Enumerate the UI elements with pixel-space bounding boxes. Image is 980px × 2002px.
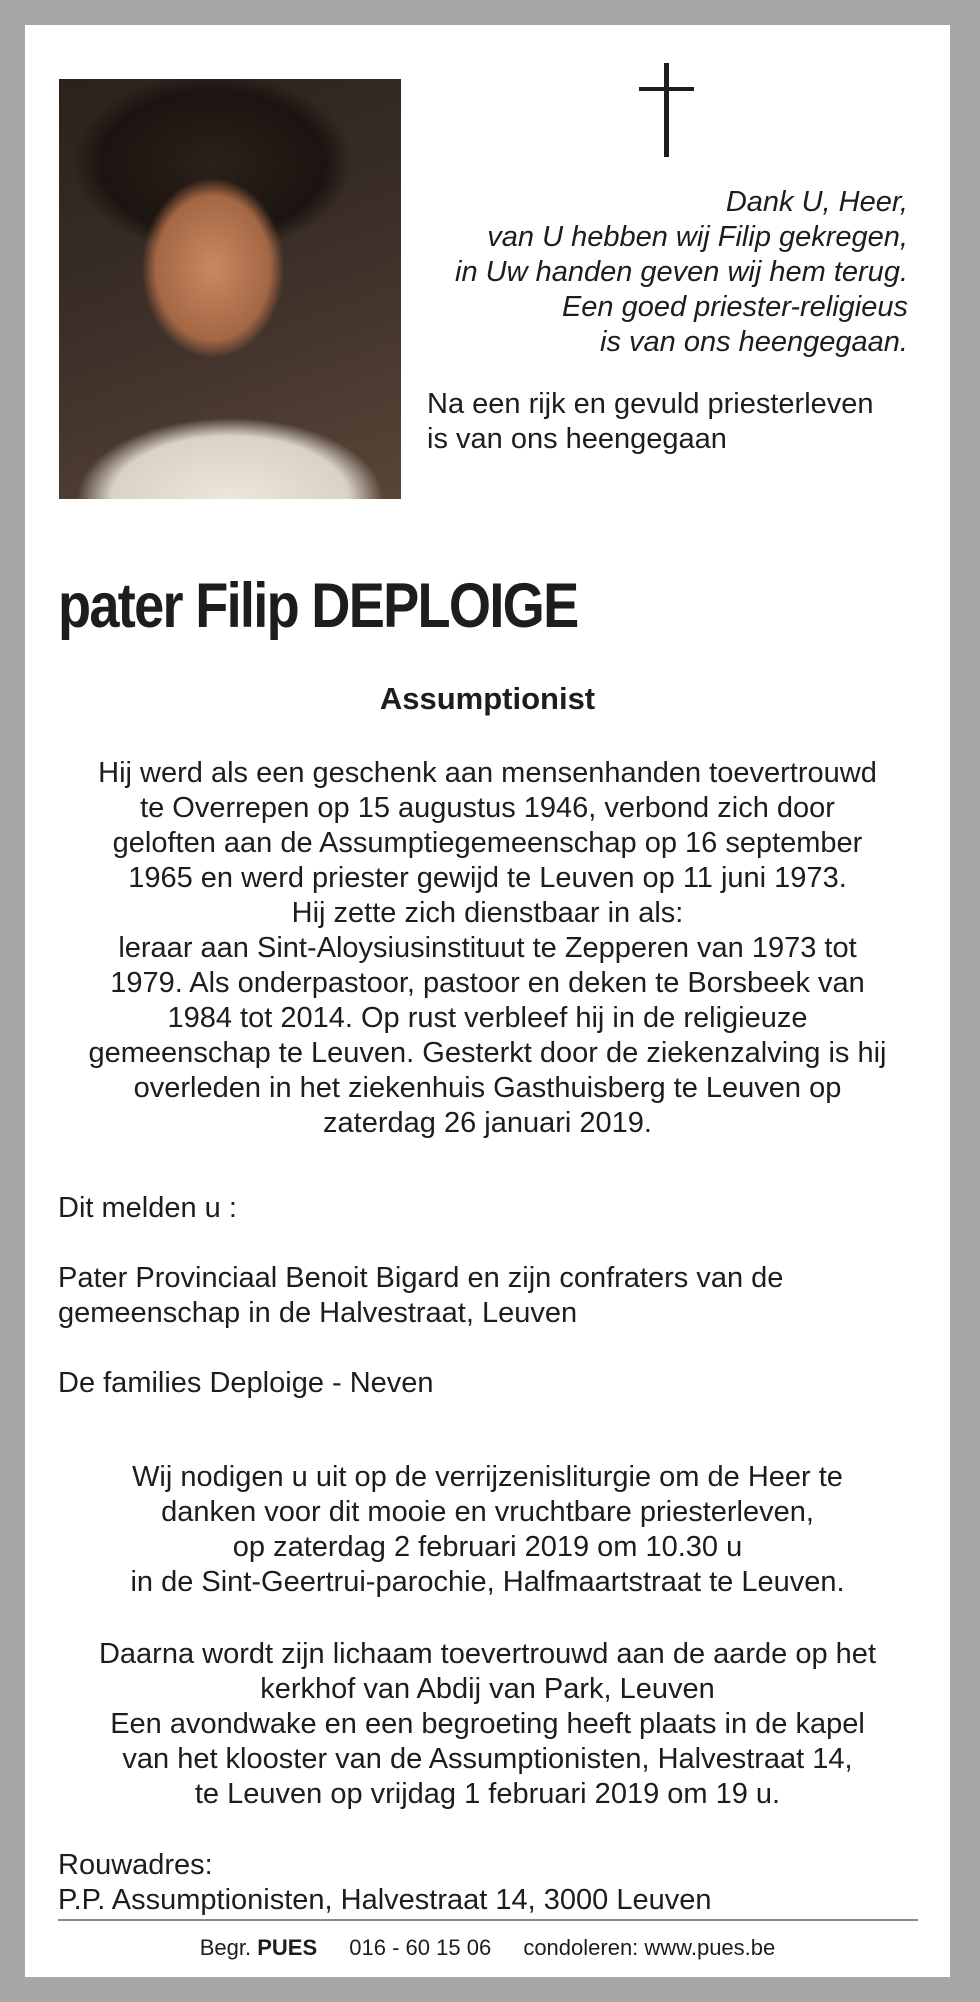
burial-line: te Leuven op vrijdag 1 februari 2019 om 19 u. (194, 1778, 781, 1810)
bio-line: Hij zette zich dienstbaar in als: (291, 897, 684, 929)
bio-line: 1965 en werd priester gewijd te Leuven op 11 juni 1973. (128, 862, 847, 894)
obituary-card (25, 25, 950, 1977)
footer (25, 1935, 950, 1961)
poem-line: van U hebben wij Filip gekregen, (487, 221, 908, 253)
announcer-families (58, 1366, 434, 1401)
portrait-photo (59, 79, 401, 499)
poem-line: Een goed priester-religieus (561, 291, 908, 323)
undertaker-phone: 016 - 60 15 06 (349, 1935, 492, 1960)
liturgy-line: op zaterdag 2 februari 2019 om 10.30 u (232, 1531, 743, 1563)
bio-line: overleden in het ziekenhuis Gasthuisberg te Leuven op (133, 1072, 842, 1104)
biography (35, 756, 940, 1141)
burial-line: kerkhof van Abdij van Park, Leuven (260, 1673, 715, 1705)
address-label: Rouwadres: (58, 1849, 213, 1881)
bio-line: zaterdag 26 januari 2019. (323, 1107, 652, 1139)
burial-line: Daarna wordt zijn lichaam toevertrouwd aan de aarde op het (98, 1638, 876, 1670)
announcer-provincial (58, 1261, 783, 1331)
liturgy-line: danken voor dit mooie en vruchtbare priesterleven, (161, 1496, 814, 1528)
announcer-line: Pater Provinciaal Benoit Bigard en zijn confraters van de (58, 1262, 784, 1294)
intro-line: Na een rijk en gevuld priesterleven (427, 388, 874, 420)
liturgy-invitation (25, 1460, 950, 1600)
liturgy-line: in de Sint-Geertrui-parochie, Halfmaartstraat te Leuven. (130, 1566, 845, 1598)
announcer-line: De families Deploige - Neven (58, 1367, 434, 1399)
cross-icon (637, 61, 697, 161)
bio-line: geloften aan de Assumptiegemeenschap op 16 september (112, 827, 863, 859)
memorial-poem (388, 185, 908, 360)
burial-line: van het klooster van de Assumptionisten, Halvestraat 14, (122, 1743, 853, 1775)
order-title: Assumptionist (379, 681, 596, 716)
poem-line: is van ons heengegaan. (600, 326, 908, 358)
undertaker-credit (200, 1935, 317, 1960)
burial-line: Een avondwake en een begroeting heeft plaats in de kapel (110, 1708, 865, 1740)
mourning-address (58, 1848, 711, 1918)
deceased-name: pater Filip DEPLOIGE (58, 571, 578, 641)
begr-prefix: Begr. (199, 1935, 252, 1960)
bio-line: 1979. Als onderpastoor, pastoor en deken te Borsbeek van (110, 967, 865, 999)
intro-line: is van ons heengegaan (427, 423, 727, 455)
liturgy-line: Wij nodigen u uit op de verrijzenisliturgie om de Heer te (132, 1461, 843, 1493)
announce-label (58, 1191, 237, 1226)
announce-label-text: Dit melden u : (58, 1192, 237, 1224)
poem-line: in Uw handen geven wij hem terug. (455, 256, 908, 288)
bio-line: 1984 tot 2014. Op rust verbleef hij in de religieuze (167, 1002, 808, 1034)
footer-divider (58, 1919, 918, 1921)
undertaker-name: PUES (257, 1935, 318, 1960)
address-line: P.P. Assumptionisten, Halvestraat 14, 3000 Leuven (58, 1884, 712, 1916)
announcer-line: gemeenschap in de Halvestraat, Leuven (58, 1297, 578, 1329)
bio-line: leraar aan Sint-Aloysiusinstituut te Zepperen van 1973 tot (118, 932, 857, 964)
bio-line: Hij werd als een geschenk aan mensenhanden toevertrouwd (98, 757, 877, 789)
bio-line: gemeenschap te Leuven. Gesterkt door de ziekenzalving is hij (88, 1037, 887, 1069)
bio-line: te Overrepen op 15 augustus 1946, verbond zich door (140, 792, 835, 824)
intro-text (427, 387, 874, 457)
poem-line: Dank U, Heer, (725, 186, 908, 218)
burial-details (25, 1637, 950, 1812)
condolence-link[interactable]: condoleren: www.pues.be (523, 1935, 776, 1960)
